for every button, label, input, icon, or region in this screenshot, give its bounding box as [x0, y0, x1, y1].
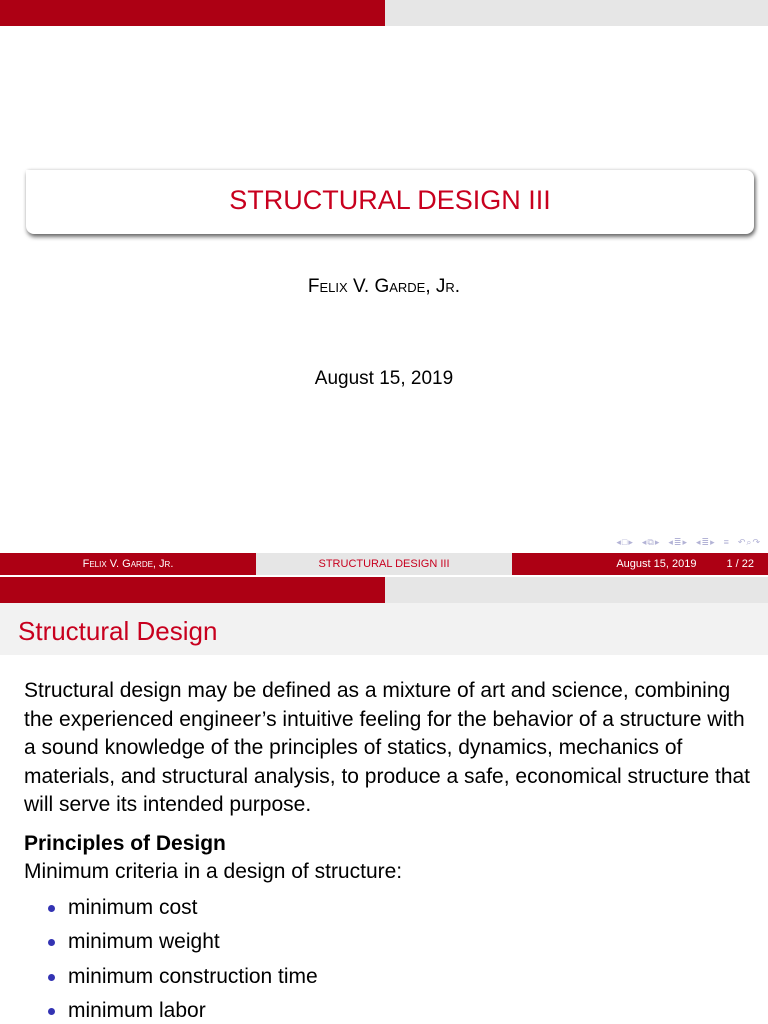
footer-date: August 15, 2019 [616, 558, 697, 570]
nav-back-icon[interactable]: ↶ [737, 537, 746, 547]
frame-title: Structural Design [18, 616, 218, 646]
list-item-text: minimum construction time [68, 964, 318, 988]
nav-next-frame-icon[interactable]: ▸ [628, 537, 633, 547]
list-item [24, 994, 754, 1024]
nav-prev-section-icon[interactable]: ◂ [668, 537, 673, 547]
frame-title-bar [0, 603, 768, 655]
nav-frame-icon[interactable]: □ [621, 537, 628, 547]
list-item [24, 925, 754, 960]
nav-next-section-icon[interactable]: ▸ [682, 537, 687, 547]
header-bar [0, 577, 768, 603]
presentation-date: August 15, 2019 [314, 368, 454, 389]
nav-forward-icon[interactable]: ↷ [752, 537, 760, 547]
bullet-icon [48, 974, 55, 981]
bullet-icon [48, 905, 55, 912]
author-name: Felix V. Garde, Jr. [307, 276, 461, 297]
list-item [24, 891, 754, 926]
nav-slide-icon[interactable]: ≣ [701, 537, 710, 547]
nav-next-slide-icon[interactable]: ▸ [710, 537, 715, 547]
footer-right [512, 553, 768, 575]
list-item [24, 960, 754, 995]
navigation-bar [616, 534, 760, 550]
section-subheading: Principles of Design [24, 831, 226, 855]
list-item-text: minimum weight [68, 930, 220, 953]
footer-author: Felix V. Garde, Jr. [0, 553, 256, 575]
header-bar-red [0, 577, 385, 603]
nav-section-icon[interactable]: ≣ [673, 537, 682, 547]
nav-search-icon[interactable]: ⌕ [746, 537, 752, 547]
criteria-intro: Minimum criteria in a design of structure: [24, 860, 403, 883]
list-item-text: minimum labor [68, 999, 206, 1022]
header-bar [0, 0, 768, 26]
nav-subsection-icon[interactable]: ⧉ [647, 537, 654, 547]
definition-paragraph: Structural design may be defined as a mixture of art and science, combining the experienced engineer’s intuitive feeling for the behavior of a structure with a sound knowledge of the principles of statics, dynamics, mechanics of materials, and structural analysis, to produce a safe, economical structure that will serve its intended purpose. [24, 679, 751, 816]
footer-title: STRUCTURAL DESIGN III [256, 553, 512, 575]
nav-prev-subsection-icon[interactable]: ◂ [641, 537, 647, 547]
footer [0, 553, 768, 575]
slide-body [24, 677, 754, 1024]
header-bar-red [0, 0, 385, 26]
footer-page-number: 1 / 22 [726, 558, 754, 570]
slide-title: STRUCTURAL DESIGN III [229, 185, 551, 215]
title-box [26, 170, 754, 234]
nav-prev-frame-icon[interactable]: ◂ [616, 537, 621, 547]
nav-prev-slide-icon[interactable]: ◂ [695, 537, 701, 547]
header-bar-grey [385, 0, 768, 26]
list-item-text: minimum cost [68, 895, 198, 919]
nav-appendix-icon[interactable]: ≡ [723, 537, 729, 547]
slide-2 [0, 577, 768, 1024]
bullet-icon [48, 1008, 55, 1015]
nav-next-subsection-icon[interactable]: ▸ [654, 537, 660, 547]
criteria-list [24, 891, 754, 1024]
bullet-icon [48, 939, 55, 946]
header-bar-grey [385, 577, 768, 603]
